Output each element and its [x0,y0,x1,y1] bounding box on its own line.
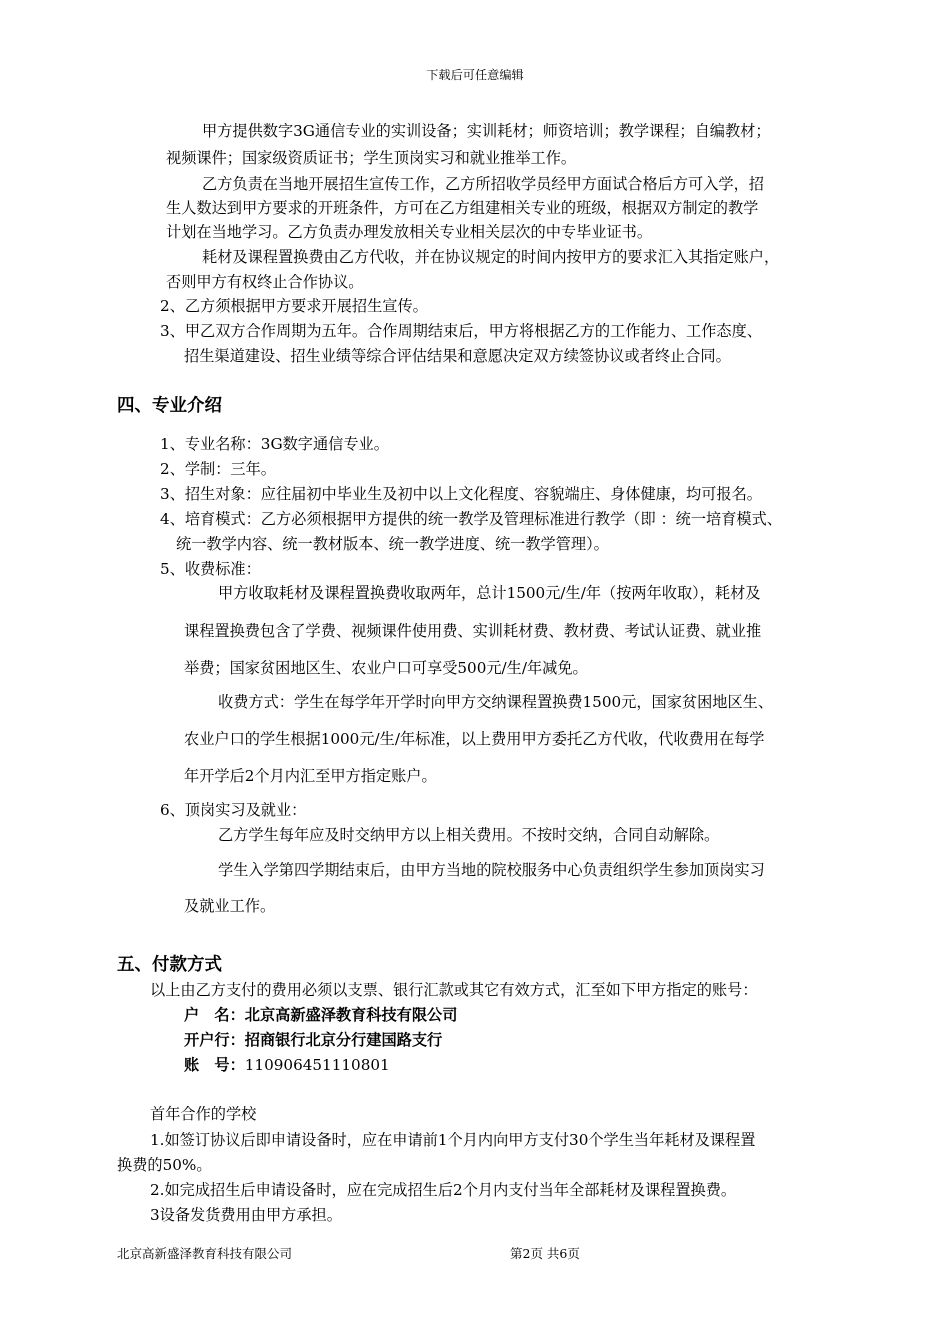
list-item: 5、收费标准： [160,560,261,578]
paragraph-line: 首年合作的学校 [150,1105,257,1123]
list-item: 2、乙方须根据甲方要求开展招生宣传。 [160,297,428,315]
paragraph-line: 甲方提供数字3G通信专业的实训设备；实训耗材；师资培训；教学课程；自编教材； [202,122,771,140]
page-header: 下载后可任意编辑 [426,68,524,82]
paragraph-line: 农业户口的学生根据1000元/生/年标准，以上费用甲方委托乙方代收，代收费用在每学 [184,730,765,748]
paragraph-line: 计划在当地学习。乙方负责办理发放相关专业相关层次的中专毕业证书。 [166,223,652,241]
paragraph-line: 否则甲方有权终止合作协议。 [166,273,364,291]
footer-page-number: 第2页 共6页 [510,1246,580,1261]
account-number-row [184,1055,390,1075]
list-item: 3、招生对象：应往届初中毕业生及初中以上文化程度、容貌端庄、身体健康，均可报名。 [160,485,762,503]
paragraph-line: 及就业工作。 [184,897,276,915]
list-item-continuation: 招生渠道建设、招生业绩等综合评估结果和意愿决定双方续签协议或者终止合同。 [184,347,731,365]
paragraph-line: 生人数达到甲方要求的开班条件，方可在乙方组建相关专业的班级，根据双方制定的教学 [166,199,759,217]
list-item-continuation: 统一教学内容、统一教材版本、统一教学进度、统一教学管理）。 [176,535,609,553]
account-name-value: 北京高新盛泽教育科技有限公司 [244,1006,458,1024]
list-item: 1、专业名称：3G数字通信专业。 [160,435,389,453]
list-item: 6、顶岗实习及就业： [160,801,307,819]
section-heading: 五、付款方式 [117,955,222,975]
list-item: 2、学制：三年。 [160,460,276,478]
section-heading: 四、专业介绍 [117,396,222,416]
paragraph-line: 乙方负责在当地开展招生宣传工作，乙方所招收学员经甲方面试合格后方可入学，招 [202,175,764,193]
paragraph-line: 举费；国家贫困地区生、农业户口可享受500元/生/年减免。 [184,659,588,677]
list-item-continuation: 换费的50%。 [117,1156,212,1174]
account-name-label: 户 名： [184,1006,245,1024]
paragraph-line: 耗材及课程置换费由乙方代收，并在协议规定的时间内按甲方的要求汇入其指定账户， [202,248,780,266]
paragraph-line: 课程置换费包含了学费、视频课件使用费、实训耗材费、教材费、考试认证费、就业推 [184,622,762,640]
paragraph-line: 乙方学生每年应及时交纳甲方以上相关费用。不按时交纳，合同自动解除。 [218,826,720,844]
paragraph-line: 视频课件；国家级资质证书；学生顶岗实习和就业推举工作。 [166,149,577,167]
list-item: 4、培育模式：乙方必须根据甲方提供的统一教学及管理标准进行教学（即 ：统一培育模式、 [160,510,782,528]
bank-value: 招商银行北京分行建国路支行 [244,1031,443,1049]
paragraph-line: 以上由乙方支付的费用必须以支票、银行汇款或其它有效方式，汇至如下甲方指定的账号： [150,981,758,999]
footer-company: 北京高新盛泽教育科技有限公司 [117,1246,293,1261]
paragraph-line: 学生入学第四学期结束后，由甲方当地的院校服务中心负责组织学生参加顶岗实习 [218,861,765,879]
list-item: 1.如签订协议后即申请设备时，应在申请前1个月内向甲方支付30个学生当年耗材及课程置 [150,1131,756,1149]
paragraph-line: 收费方式：学生在每学年开学时向甲方交纳课程置换费1500元，国家贫困地区生、 [218,693,774,711]
account-name-row [184,1005,457,1025]
account-number-value: 110906451110801 [244,1056,390,1074]
account-number-label: 账 号： [184,1056,245,1074]
paragraph-line: 年开学后2个月内汇至甲方指定账户。 [184,767,437,785]
paragraph-line: 甲方收取耗材及课程置换费收取两年，总计1500元/生/年（按两年收取），耗材及 [218,584,761,602]
list-item: 3设备发货费用由甲方承担。 [150,1206,342,1224]
bank-row [184,1030,442,1050]
bank-label: 开户行： [184,1031,245,1049]
list-item: 2.如完成招生后申请设备时，应在完成招生后2个月内支付当年全部耗材及课程置换费。 [150,1181,737,1199]
list-item: 3、甲乙双方合作周期为五年。合作周期结束后，甲方将根据乙方的工作能力、工作态度、 [160,322,762,340]
